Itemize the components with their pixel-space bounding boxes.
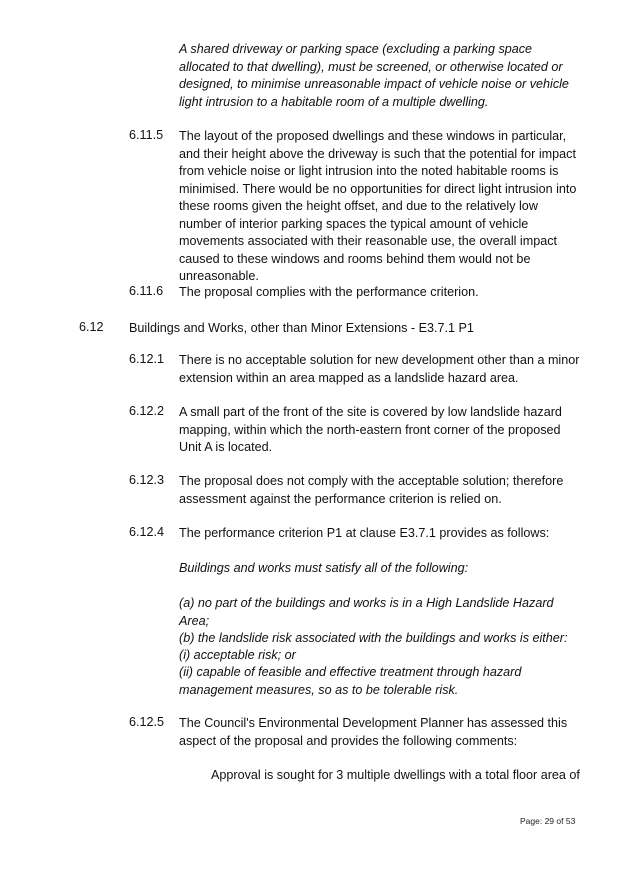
- intro-quote: A shared driveway or parking space (excluding a parking space allocated to that dwelling), must be screened, or otherwise located or designed, to minimise unreasonable impact of vehicle noise or vehicle light intrusion to a habitable room of a multiple dwelling.: [179, 42, 569, 109]
- quote-line-a: (a) no part of the buildings and works is in a High Landslide Hazard Area;: [179, 596, 554, 628]
- paragraph-number: 6.12.4: [129, 525, 165, 539]
- comment-text: Approval is sought for 3 multiple dwellings with a total floor area of: [211, 768, 580, 782]
- quote-intro: Buildings and works must satisfy all of the following:: [179, 561, 469, 575]
- paragraph-6-12-1: There is no acceptable solution for new development other than a minor extension within an area mapped as a landslide hazard area.: [179, 353, 580, 385]
- paragraph-number: 6.12.3: [129, 473, 165, 487]
- section-heading: Buildings and Works, other than Minor Extensions - E3.7.1 P1: [129, 321, 474, 335]
- paragraph-number: 6.12.1: [129, 352, 165, 366]
- quote-line-i: (i) acceptable risk; or: [179, 648, 296, 662]
- paragraph-6-12-5: The Council's Environmental Development Planner has assessed this aspect of the proposal and provides the following comments:: [179, 716, 568, 748]
- section-number: 6.12: [79, 320, 104, 334]
- paragraph-6-12-3: The proposal does not comply with the acceptable solution; therefore assessment against the performance criterion is relied on.: [179, 474, 564, 506]
- paragraph-number: 6.12.2: [129, 404, 165, 418]
- paragraph-6-12-2: A small part of the front of the site is covered by low landslide hazard mapping, within which the north-eastern front corner of the proposed Unit A is located.: [179, 405, 562, 454]
- page-number: Page: 29 of 53: [520, 816, 576, 826]
- quote-line-b: (b) the landslide risk associated with the buildings and works is either:: [179, 631, 568, 645]
- paragraph-number: 6.11.6: [129, 284, 164, 298]
- paragraph-6-12-4: The performance criterion P1 at clause E3.7.1 provides as follows:: [179, 526, 550, 540]
- paragraph-6-11-6: The proposal complies with the performance criterion.: [179, 285, 479, 299]
- paragraph-number: 6.11.5: [129, 128, 164, 142]
- paragraph-number: 6.12.5: [129, 715, 165, 729]
- quote-line-ii: (ii) capable of feasible and effective treatment through hazard management measures, so as to be tolerable risk.: [179, 665, 522, 697]
- paragraph-6-11-5: The layout of the proposed dwellings and these windows in particular, and their height above the driveway is such that the potential for impact from vehicle noise or light intrusion into the noted habitable rooms is minimised. There would be no opportunities for direct light intrusion into these rooms given the height offset, and due to the relatively low number of interior parking spaces the typical amount of vehicle movements associated with their reasonable use, the overall impact caused to these windows and rooms behind them would not be unreasonable.: [179, 129, 577, 283]
